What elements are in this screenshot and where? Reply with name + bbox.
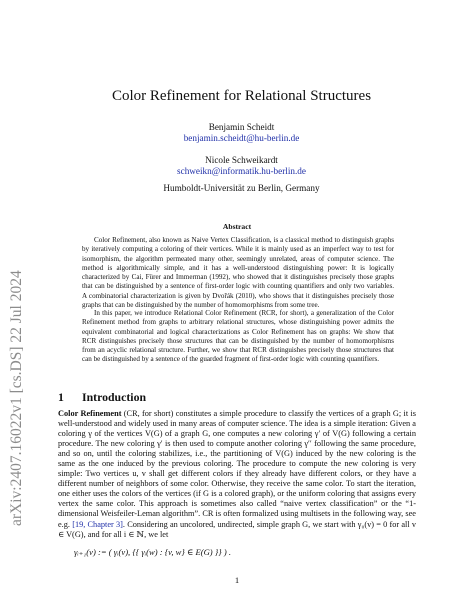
section-title: Introduction — [82, 390, 147, 404]
author-name: Benjamin Scheidt — [208, 122, 275, 132]
arxiv-identifier-stamp — [6, 166, 26, 526]
abstract-heading: Abstract — [222, 222, 252, 231]
refinement-equation: γᵢ₊₁(v) := ( γᵢ(v), {{ γᵢ(w) : {v, w} ∈ E(G) }} ) . — [74, 547, 231, 557]
section-number: 1 — [58, 390, 64, 404]
abstract-paragraph-1: Color Refinement, also known as Naive Vertex Classification, is a classical method to distinguish graphs by iteratively computing a coloring of their vertices. While it is mainly used as an imperfect way to test for isomorphism, the algorithm permeated many other, seemingly unrelated, areas of computer science. The method is algorithmically simple, and it has a well-understood distinguishing power: It is logically characterized by Cai, Fürer and Immerman (1992), who showed that it distinguishes precisely those graphs that can be distinguished by a sentence of first-order logic with counting quantifiers and only two variables. A combinatorial characterization is given by Dvořák (2010), who shows that it distinguishes precisely those graphs that can be distinguished by the number of homomorphisms from some tree. — [82, 236, 394, 310]
affiliation: Humboldt-Universität zu Berlin, Germany — [163, 183, 320, 193]
intro-text-a: (CR, for short) constitutes a simple procedure to classify the vertices of a graph G; it is well-understood and widely used in many areas of computer science. The idea is a simple iteration: Given a coloring γ of the vertices V(G) of a graph G, one computes a new coloring γ′ of V(G) following a certain procedure. The new coloring γ′ is then used to compute another coloring γ′′ following the same procedure, and so on, until the coloring stabilizes, i.e., the partitioning of V(G) induced by the new coloring is the same as the one induced by the previous coloring. The procedure to compute the new coloring is very simple: Two vertices u, v shall get different colors if they already have different colors, or they have a different number of neighbors of some color. Otherwise, they receive the same color. To start the iteration, one either uses the colors of the vertices (if G is a colored graph), or the uniform coloring that assigns every vertex the same color. This approach is sometimes also called “naive vertex classification” or the “1-dimensional Weisfeiler-Leman algorithm”. CR is often formalized using multisets in the following way, see e.g. — [58, 409, 416, 529]
author-block-2 — [54, 155, 429, 177]
abstract-paragraph-2: In this paper, we introduce Relational Color Refinement (RCR, for short), a generalization of the Color Refinement method from graphs to arbitrary relational structures, whose distinguishing power admits the equivalent combinatorial and logical characterizations as Color Refinement has on graphs: We show that RCR distinguishes precisely those structures that can be distinguished by the number of homomorphisms from an acyclic relational structure. Further, we show that RCR distinguishes precisely those structures that can be distinguished by a sentence of the guarded fragment of first-order logic with counting quantifiers. — [82, 309, 394, 364]
section-heading — [58, 390, 146, 405]
intro-text-b: . Considering an uncolored, undirected, simple graph G, we start with γ₀(v) = 0 for all v ∈ V(G), and for all i ∈ ℕ, we let — [58, 519, 416, 539]
citation-link[interactable]: [19, Chapter 3] — [72, 519, 123, 529]
author-email-link[interactable]: schweikn@informatik.hu-berlin.de — [177, 166, 306, 176]
arxiv-identifier-text: arXiv:2407.16022v1 [cs.DS] 22 Jul 2024 — [8, 270, 25, 526]
author-email-link[interactable]: benjamin.scheidt@hu-berlin.de — [183, 133, 300, 143]
page-number: 1 — [234, 575, 240, 585]
term-color-refinement: Color Refinement — [58, 409, 122, 418]
paper-title: Color Refinement for Relational Structures — [111, 88, 372, 104]
intro-paragraph — [58, 409, 416, 540]
author-block-1 — [54, 122, 429, 144]
author-name: Nicole Schweikardt — [205, 155, 278, 165]
